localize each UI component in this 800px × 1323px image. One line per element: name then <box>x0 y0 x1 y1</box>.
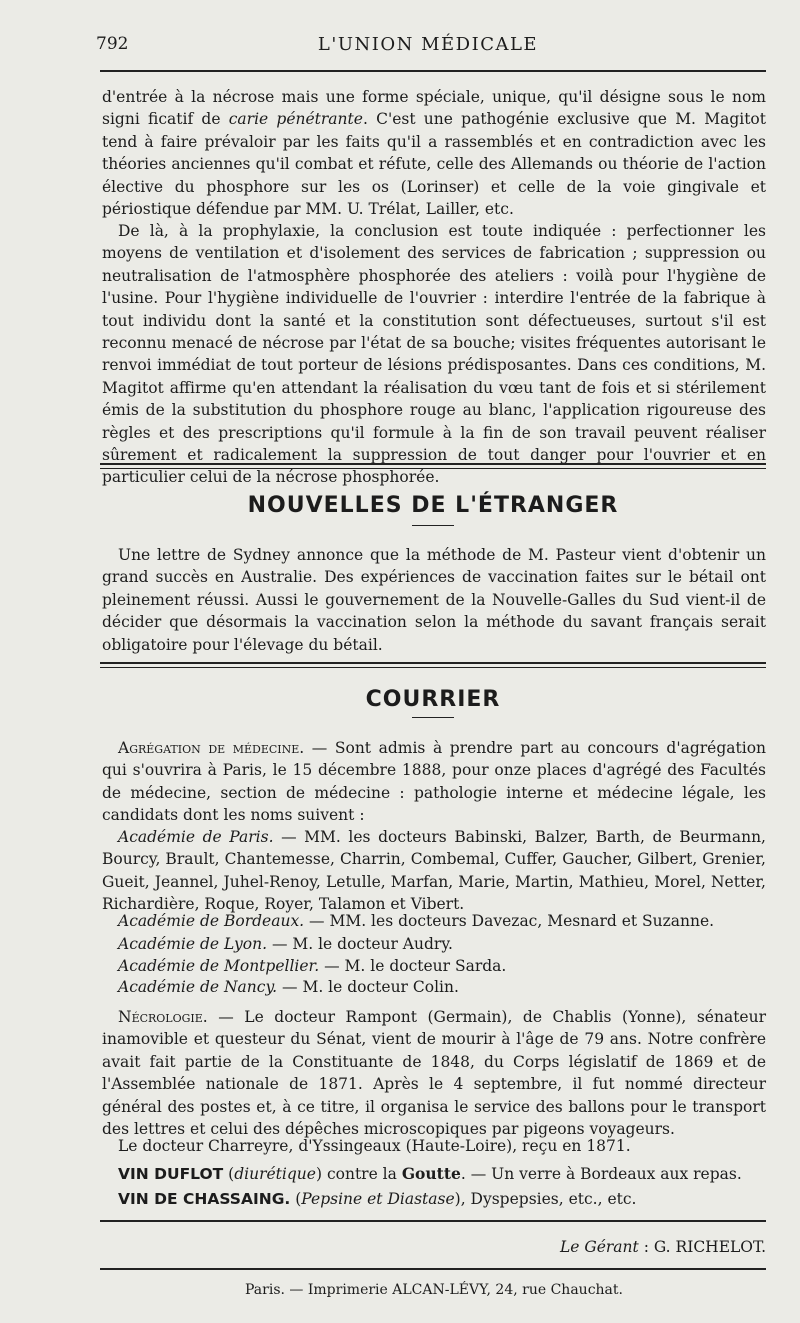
agregation-paragraph: Agrégation de médecine. — Sont admis à prendre part au concours d'agrégation qui s'ouvrira à Paris, le 15 décembre 1888, pour onze places d'agrégé des Facultés de médecine, section de médecine : pathologie interne et médecine légale, les candidats dont les noms suivent : <box>102 739 767 825</box>
academie-montpellier: Académie de Montpellier. — M. le docteur Sarda. <box>118 957 507 975</box>
section-rule-mid-thin <box>100 667 766 668</box>
gerant-line: Le Gérant : G. RICHELOT. <box>559 1238 766 1256</box>
heading-courrier: COURRIER <box>365 687 501 712</box>
heading-underline <box>412 525 454 526</box>
academie-nancy: Académie de Nancy. — M. le docteur Colin. <box>118 978 459 996</box>
agregation-label: Agrégation de médecine. <box>118 739 305 757</box>
necrologie-label: Nécrologie. <box>118 1008 208 1026</box>
academie-lyon: Académie de Lyon. — M. le docteur Audry. <box>118 935 453 953</box>
ad2-name: VIN DE CHASSAING. <box>118 1190 291 1208</box>
footer-rule-top <box>100 1220 766 1222</box>
academie-bordeaux: Académie de Bordeaux. — MM. les docteurs Davezac, Mesnard et Suzanne. <box>118 912 715 930</box>
term-carie-penetrante: carie pénétrante <box>228 110 363 129</box>
footer-rule-bottom <box>100 1268 766 1270</box>
imprint-line: Paris. — Imprimerie ALCAN-LÉVY, 24, rue Chauchat. <box>245 1282 623 1298</box>
ad1-name: VIN DUFLOT <box>118 1165 224 1183</box>
academie-paris: Académie de Paris. — MM. les docteurs Babinski, Balzer, Barth, de Beurmann, Bourcy, Brault, Chantemesse, Charrin, Combemal, Cuffer, Gaucher, Gilbert, Grenier, Gueit, Jeannel, Juhel-Renoy, Letulle, Marfan, Marie, Martin, Mathieu, Morel, Netter, Richardière, Roque, Royer, Talamon et Vibert. <box>102 828 766 914</box>
intro-paragraph-2: De là, à la prophylaxie, la conclusion est toute indiquée : perfectionner les moyens de ventilation et d'isolement des services de fabrication ; suppression ou neutralisation de l'atmosphère phosphorée des ateliers : voilà pour l'hygiène de l'usine. Pour l'hygiène individuelle de l'ouvrier : interdire l'entrée de la fabrique à tout individu dont la santé et la constitution sont défectueuses, surtout s'il est reconnu menacé de nécrose par l'état de sa bouche; visites fréquentes autorisant le renvoi immédiat de tout porteur de lésions prédisposantes. Dans ces conditions, M. Magitot affirme qu'en attendant la réalisation du vœu tant de fois et si stérilement émis de la substitution du phosphore rouge au blanc, l'application rigoureuse des règles et des prescriptions qu'il formule à la fin de son travail peuvent réaliser sûrement et radicalement la suppression de tout danger pour l'ouvrier et en particulier celui de la nécrose phosphorée. <box>102 222 766 487</box>
charreyre-paragraph: Le docteur Charreyre, d'Yssingeaux (Haute-Loire), reçu en 1871. <box>118 1137 631 1155</box>
section-rule-top-thin <box>100 468 766 469</box>
page-header <box>96 34 760 60</box>
foreign-news-paragraph: Une lettre de Sydney annonce que la méthode de M. Pasteur vient d'obtenir un grand succès en Australie. Des expériences de vaccination faites sur le bétail ont pleinement réussi. Aussi le gouvernement de la Nouvelle-Galles du Sud vient-il de décider que désormais la vaccination selon la méthode du savant français serait obligatoire pour l'élevage du bétail. <box>102 546 766 654</box>
page-number: 792 <box>96 34 129 54</box>
running-title: L'UNION MÉDICALE <box>317 34 539 55</box>
heading-nouvelles-etranger: NOUVELLES DE L'ÉTRANGER <box>247 493 619 518</box>
section-rule-mid <box>100 662 766 664</box>
intro-paragraph-1: d'entrée à la nécrose mais une forme spéciale, unique, qu'il désigne sous le nom signi ficatif de carie pénétrante. C'est une pathogénie exclusive que M. Magitot tend à faire prévaloir par les faits qu'il a rassemblés et en contradiction avec les théories anciennes qu'il combat et réfute, celle des Allemands ou théorie de l'action élective du phosphore sur les os (Lorinser) et celle de la voie gingivale et périostique défendue par MM. U. Trélat, Lailler, etc. <box>102 88 766 219</box>
section-rule-top <box>100 463 766 465</box>
header-rule <box>100 70 766 72</box>
ad-vin-duflot: VIN DUFLOT (diurétique) contre la Goutte. — Un verre à Bordeaux aux repas. <box>118 1164 742 1183</box>
heading-underline-2 <box>412 717 454 718</box>
ad-vin-chassaing: VIN DE CHASSAING. (Pepsine et Diastase), Dyspepsies, etc., etc. <box>118 1190 637 1208</box>
necrologie-paragraph: Nécrologie. — Le docteur Rampont (Germain), de Chablis (Yonne), sénateur inamovible et questeur du Sénat, vient de mourir à l'âge de 79 ans. Notre confrère avait fait partie de la Constituante de 1848, du Corps législatif de 1869 et de l'Assemblée nationale de 1871. Après le 4 septembre, il fut nommé directeur général des postes et, à ce titre, il organisa le service des ballons pour le transport des lettres et celui des dépêches microscopiques par pigeons voyageurs. <box>102 1008 766 1139</box>
